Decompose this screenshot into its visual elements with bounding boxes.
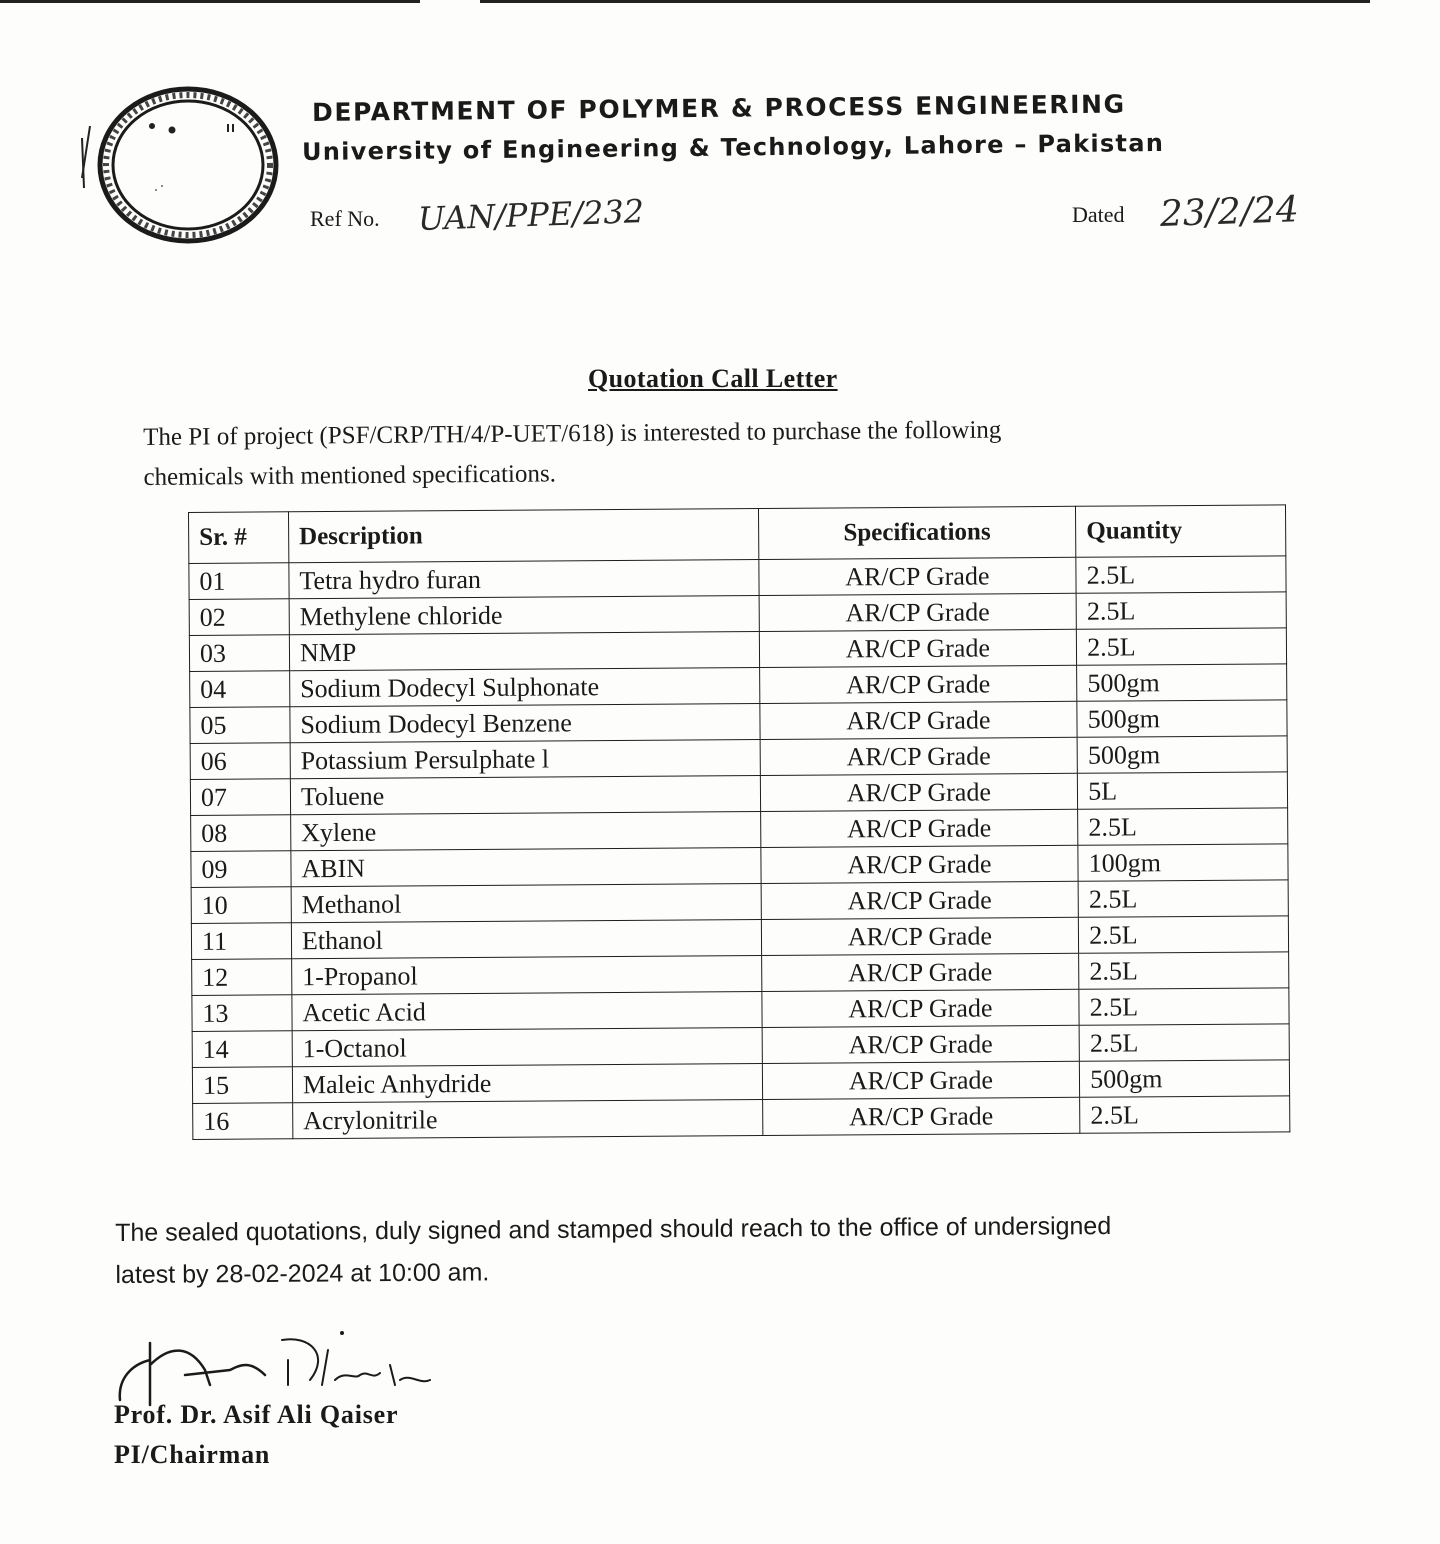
intro-line: The PI of project (PSF/CRP/TH/4/P-UET/618) is interested to purchase the following <box>143 416 1002 451</box>
cell-specification: AR/CP Grade <box>759 593 1077 631</box>
cell-specification: AR/CP Grade <box>762 1061 1080 1099</box>
cell-quantity: 2.5L <box>1079 988 1289 1025</box>
cell-sr: 03 <box>189 635 289 672</box>
cell-quantity: 2.5L <box>1077 628 1287 665</box>
cell-quantity: 500gm <box>1077 736 1287 773</box>
cell-description: Methylene chloride <box>289 596 759 635</box>
header-specifications: Specifications <box>758 506 1076 559</box>
chemicals-table-wrapper <box>188 504 1292 1140</box>
cell-quantity: 100gm <box>1078 844 1288 881</box>
intro-paragraph <box>143 408 1244 498</box>
dated-label: Dated <box>1072 202 1125 227</box>
cell-sr: 10 <box>191 887 291 924</box>
cell-specification: AR/CP Grade <box>759 629 1077 667</box>
cell-sr: 14 <box>192 1031 292 1068</box>
chemicals-table <box>188 504 1290 1140</box>
cell-sr: 09 <box>191 851 291 888</box>
cell-specification: AR/CP Grade <box>760 809 1078 847</box>
cell-specification: AR/CP Grade <box>762 1025 1080 1063</box>
cell-specification: AR/CP Grade <box>760 845 1078 883</box>
cell-description: Acrylonitrile <box>293 1100 763 1139</box>
signatory-title: PI/Chairman <box>114 1440 271 1469</box>
cell-specification: AR/CP Grade <box>760 737 1078 775</box>
cell-quantity: 2.5L <box>1079 1024 1289 1061</box>
header-sr: Sr. # <box>189 512 289 564</box>
cell-description: ABIN <box>291 848 761 887</box>
cell-quantity: 5L <box>1078 772 1288 809</box>
cell-specification: AR/CP Grade <box>761 953 1079 991</box>
closing-line: latest by 28-02-2024 at 10:00 am. <box>115 1258 490 1289</box>
table-body <box>189 556 1290 1140</box>
cell-quantity: 500gm <box>1080 1060 1290 1097</box>
cell-sr: 07 <box>190 779 290 816</box>
top-border-left <box>0 0 420 3</box>
table-row <box>193 1096 1290 1140</box>
cell-sr: 02 <box>189 599 289 636</box>
cell-specification: AR/CP Grade <box>761 989 1079 1027</box>
cell-description: Methanol <box>291 884 761 923</box>
cell-quantity: 2.5L <box>1078 880 1288 917</box>
cell-specification: AR/CP Grade <box>761 881 1079 919</box>
intro-line: chemicals with mentioned specifications. <box>143 460 557 491</box>
cell-quantity: 2.5L <box>1080 1096 1290 1133</box>
cell-sr: 05 <box>190 707 290 744</box>
dated-value: 23/2/24 <box>1159 189 1300 235</box>
cell-quantity: 2.5L <box>1078 808 1288 845</box>
cell-description: 1-Octanol <box>292 1028 762 1067</box>
signatory-name: Prof. Dr. Asif Ali Qaiser <box>114 1400 399 1429</box>
cell-sr: 15 <box>192 1067 292 1104</box>
cell-description: Tetra hydro furan <box>289 560 759 599</box>
cell-quantity: 500gm <box>1077 664 1287 701</box>
cell-quantity: 2.5L <box>1076 556 1286 593</box>
cell-quantity: 500gm <box>1077 700 1287 737</box>
cell-description: 1-Propanol <box>292 956 762 995</box>
cell-description: Ethanol <box>291 920 761 959</box>
cell-description: Sodium Dodecyl Sulphonate <box>290 668 760 707</box>
header-description: Description <box>288 509 758 563</box>
cell-sr: 13 <box>192 995 292 1032</box>
cell-quantity: 2.5L <box>1079 952 1289 989</box>
cell-sr: 01 <box>189 563 289 600</box>
cell-description: Maleic Anhydride <box>292 1064 762 1103</box>
ref-number: UAN/PPE/232 <box>417 192 645 238</box>
cell-description: NMP <box>289 632 759 671</box>
cell-sr: 06 <box>190 743 290 780</box>
cell-sr: 11 <box>191 923 291 960</box>
cell-specification: AR/CP Grade <box>761 917 1079 955</box>
header-quantity: Quantity <box>1076 505 1286 557</box>
cell-sr: 12 <box>192 959 292 996</box>
cell-quantity: 2.5L <box>1079 916 1289 953</box>
cell-description: Potassium Persulphate l <box>290 740 760 779</box>
cell-specification: AR/CP Grade <box>759 701 1077 739</box>
cell-sr: 16 <box>193 1103 293 1140</box>
department-seal-icon <box>80 78 280 248</box>
university-name: University of Engineering & Technology, Lahore – Pakistan <box>301 128 1165 166</box>
cell-specification: AR/CP Grade <box>760 773 1078 811</box>
letter-title: Quotation Call Letter <box>588 364 838 393</box>
closing-line: The sealed quotations, duly signed and stamped should reach to the office of undersigned <box>115 1212 1112 1247</box>
table-header-row <box>189 505 1286 564</box>
cell-description: Sodium Dodecyl Benzene <box>290 704 760 743</box>
cell-sr: 08 <box>191 815 291 852</box>
top-border-right <box>480 0 1370 3</box>
department-name: DEPARTMENT OF POLYMER & PROCESS ENGINEERING <box>311 89 1126 127</box>
cell-description: Toluene <box>290 776 760 815</box>
cell-description: Xylene <box>291 812 761 851</box>
cell-description: Acetic Acid <box>292 992 762 1031</box>
cell-quantity: 2.5L <box>1076 592 1286 629</box>
cell-sr: 04 <box>190 671 290 708</box>
closing-paragraph <box>115 1204 1316 1296</box>
cell-specification: AR/CP Grade <box>759 665 1077 703</box>
cell-specification: AR/CP Grade <box>762 1097 1080 1135</box>
cell-specification: AR/CP Grade <box>758 557 1076 595</box>
ref-label: Ref No. <box>310 206 380 231</box>
